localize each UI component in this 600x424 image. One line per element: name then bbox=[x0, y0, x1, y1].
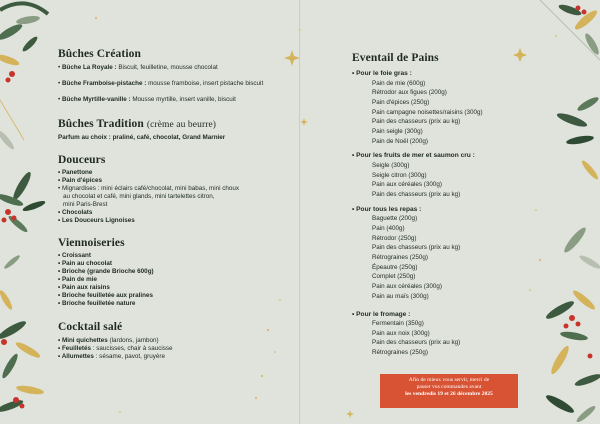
right-column bbox=[352, 52, 542, 358]
order-notice bbox=[380, 374, 518, 408]
list-item-continued: mini Paris-Brest bbox=[63, 201, 108, 208]
list-item: Complet (250g) bbox=[372, 273, 416, 281]
list-item: • Feuilletés : saucisses, chair à saucisse bbox=[58, 345, 173, 352]
section-viennoiseries bbox=[58, 237, 294, 308]
list-item: Épeautre (250g) bbox=[372, 263, 418, 271]
list-item: • Allumettes : sésame, pavot, gruyère bbox=[58, 353, 165, 360]
list-item: • Panettone bbox=[58, 169, 93, 176]
section-title: Douceurs bbox=[58, 154, 106, 166]
section-buches-creation bbox=[58, 48, 294, 104]
list-item: Seigle citron (300g) bbox=[372, 171, 427, 179]
list-item: Pain seigle (300g) bbox=[372, 128, 423, 136]
page-fold bbox=[299, 0, 300, 424]
list-item: Pain de mie (600g) bbox=[372, 79, 426, 87]
bread-group bbox=[352, 206, 542, 302]
list-item: Seigle (300g) bbox=[372, 161, 410, 169]
left-column bbox=[58, 48, 294, 361]
list-item: Pain de Noël (200g) bbox=[372, 137, 429, 145]
list-item: • Mini quichettes (lardons, jambon) bbox=[58, 337, 159, 344]
list-item: Fermentain (350g) bbox=[372, 320, 424, 328]
list-item: Rétrodor (250g) bbox=[372, 234, 417, 242]
list-item: Pain des chasseurs (prix au kg) bbox=[372, 191, 461, 199]
list-item: • Brioche feuilletée nature bbox=[58, 300, 136, 307]
list-item: Baguette (200g) bbox=[372, 215, 418, 223]
section-title: Viennoiseries bbox=[58, 237, 125, 249]
left-mid-foliage bbox=[0, 170, 46, 311]
notice-line: Afin de mieux vous servir, merci de bbox=[408, 377, 490, 383]
flavor-line: Parfum au choix : praliné, café, chocolat, Grand Marnier bbox=[58, 134, 226, 141]
section-cocktail bbox=[58, 321, 294, 361]
list-item: • Bûche Framboise-pistache : mousse framboise, insert pistache biscuit bbox=[58, 80, 264, 87]
top-left-foliage bbox=[0, 3, 48, 151]
bread-group bbox=[352, 311, 542, 358]
list-item: Pain aux noix (300g) bbox=[372, 329, 430, 337]
bottom-right-foliage bbox=[544, 288, 600, 424]
bottom-left-foliage bbox=[0, 319, 44, 415]
list-item: Pain au maïs (300g) bbox=[372, 292, 429, 300]
list-item: Pain aux céréales (300g) bbox=[372, 181, 443, 189]
list-item: Pain des chasseurs (prix au kg) bbox=[372, 339, 461, 347]
group-title: • Pour le foie gras : bbox=[352, 70, 412, 77]
section-title: Cocktail salé bbox=[58, 321, 123, 333]
bread-group bbox=[352, 70, 542, 146]
list-item: • Pain au chocolat bbox=[58, 260, 112, 267]
section-title: Bûches Création bbox=[58, 48, 141, 60]
list-item: • Chocolats bbox=[58, 209, 93, 216]
top-right-foliage bbox=[540, 0, 600, 60]
list-item: • Pain d'épices bbox=[58, 177, 102, 184]
group-title: • Pour les fruits de mer et saumon cru : bbox=[352, 152, 475, 160]
list-item: • Mignardises : mini éclairs café/chocolat, mini babas, mini choux bbox=[58, 185, 240, 192]
list-item: • Pain aux raisins bbox=[58, 284, 110, 291]
list-item: Pain (400g) bbox=[372, 224, 405, 232]
list-item-continued: au chocolat et café, mini glands, mini tartelettes citron, bbox=[63, 193, 215, 200]
section-buches-tradition bbox=[58, 118, 294, 142]
group-title: • Pour le fromage : bbox=[352, 310, 411, 318]
bread-group bbox=[352, 152, 542, 199]
list-item: • Les Douceurs Lignoises bbox=[58, 217, 135, 224]
list-item: • Brioche (grande Brioche 600g) bbox=[58, 268, 154, 275]
section-douceurs bbox=[58, 154, 294, 225]
section-title: Bûches Tradition (crème au beurre) bbox=[58, 118, 217, 130]
list-item: Pain des chasseurs (prix au kg) bbox=[372, 118, 461, 126]
list-item: Rétrograines (250g) bbox=[372, 349, 429, 357]
notice-line: passer vos commandes avant bbox=[416, 384, 482, 390]
list-item: • Bûche La Royale : Biscuit, feuilletine, mousse chocolat bbox=[58, 64, 218, 71]
list-item: Pain d'épices (250g) bbox=[372, 98, 430, 106]
group-title: • Pour tous les repas : bbox=[352, 205, 422, 213]
list-item: Rétrograines (250g) bbox=[372, 254, 429, 262]
list-item: Pain des chasseurs (prix au kg) bbox=[372, 244, 461, 252]
list-item: • Croissant bbox=[58, 252, 91, 259]
right-mid-foliage bbox=[556, 95, 600, 271]
section-title: Eventail de Pains bbox=[352, 52, 439, 64]
list-item: • Brioche feuilletée aux pralines bbox=[58, 292, 153, 299]
list-item: • Bûche Myrtille-vanille : Mousse myrtille, insert vanille, biscuit bbox=[58, 96, 236, 103]
notice-dates: les vendredis 19 et 26 décembre 2025 bbox=[405, 391, 493, 397]
list-item: Pain aux céréales (300g) bbox=[372, 283, 443, 291]
list-item: Rétrodor aux figues (200g) bbox=[372, 89, 447, 97]
list-item: • Pain de mie bbox=[58, 276, 97, 283]
list-item: Pain campagne noisettes/raisins (300g) bbox=[372, 108, 483, 116]
